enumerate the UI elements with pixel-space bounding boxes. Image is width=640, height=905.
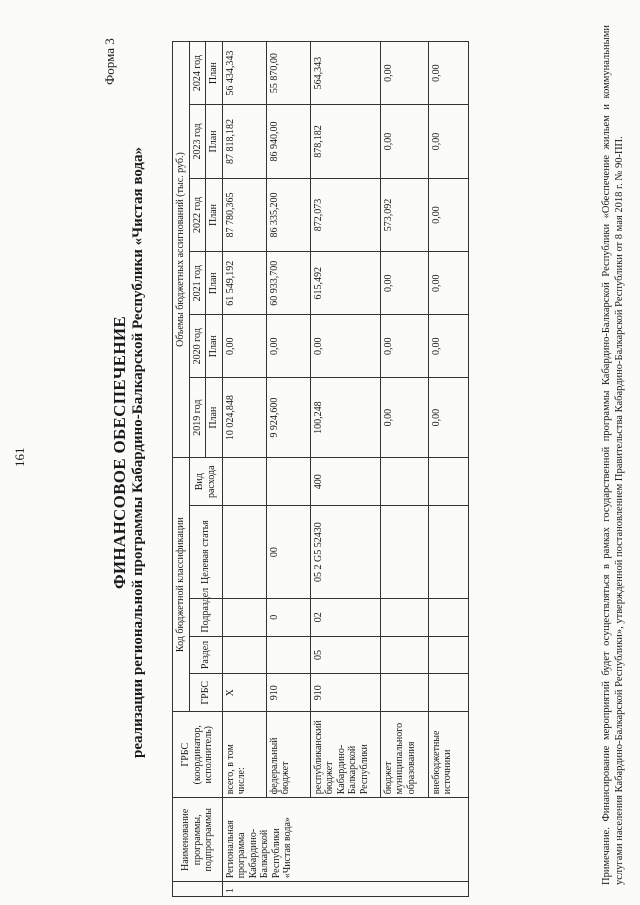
header-year: 2024 год [189, 42, 206, 105]
cell-target: 00 [266, 506, 310, 598]
header-volumes: Объемы бюджетных ассигнований (тыс. руб.) [173, 42, 190, 458]
header-year: 2021 год [189, 252, 206, 315]
cell-podrazdel [428, 598, 468, 636]
cell-podrazdel: 0 [266, 598, 310, 636]
cell-value: 0,00 [380, 315, 428, 378]
document-subtitle: реализации региональной программы Кабардино-Балкарской Республики «Чистая вода» [130, 147, 146, 758]
header-year: 2020 год [189, 315, 206, 378]
cell-value: 56 434,343 [222, 42, 266, 105]
cell-razdel [428, 636, 468, 674]
header-razdel: Раздел [189, 636, 222, 674]
cell-target [428, 506, 468, 598]
cell-razdel [222, 636, 266, 674]
header-plan: План [206, 315, 223, 378]
header-grbs-code: ГРБС [189, 674, 222, 712]
cell-podrazdel [380, 598, 428, 636]
header-vid: Вид расхода [189, 458, 222, 506]
table-row [380, 42, 428, 897]
cell-grbs: 910 [266, 674, 310, 712]
cell-razdel: 05 [310, 636, 380, 674]
table-row [310, 42, 380, 897]
cell-value: 61 549,192 [222, 252, 266, 315]
program-name: Региональная программа Кабардино-Балкарской Республики «Чистая вода» [222, 798, 468, 882]
cell-value: 872,073 [310, 178, 380, 252]
form-label: Форма 3 [102, 38, 117, 85]
cell-value: 86 940,00 [266, 105, 310, 179]
header-year: 2019 год [189, 378, 206, 458]
header-plan: План [206, 42, 223, 105]
cell-vid: 400 [310, 458, 380, 506]
cell-value: 0,00 [266, 315, 310, 378]
cell-value: 0,00 [380, 105, 428, 179]
cell-grbs: X [222, 674, 266, 712]
header-grbs: ГРБС (координатор, исполнитель) [173, 712, 223, 798]
cell-value: 87 780,365 [222, 178, 266, 252]
cell-grbs: 910 [310, 674, 380, 712]
cell-value: 10 024,848 [222, 378, 266, 458]
cell-value: 87 818,182 [222, 105, 266, 179]
cell-value: 0,00 [380, 252, 428, 315]
header-year: 2022 год [189, 178, 206, 252]
cell-value: 0,00 [380, 42, 428, 105]
table-row [266, 42, 310, 897]
cell-vid [380, 458, 428, 506]
row-label: республиканский бюджет Кабардино-Балкарской Республики [310, 712, 380, 798]
cell-target [380, 506, 428, 598]
cell-value: 55 870,00 [266, 42, 310, 105]
cell-value: 86 335,200 [266, 178, 310, 252]
cell-grbs [428, 674, 468, 712]
financing-table [172, 41, 469, 897]
cell-value: 0,00 [222, 315, 266, 378]
cell-vid [428, 458, 468, 506]
header-plan: План [206, 252, 223, 315]
cell-value: 573,092 [380, 178, 428, 252]
header-year: 2023 год [189, 105, 206, 179]
cell-value: 0,00 [428, 42, 468, 105]
cell-value: 0,00 [428, 378, 468, 458]
cell-value: 0,00 [310, 315, 380, 378]
row-label: федеральный бюджет [266, 712, 310, 798]
cell-value: 0,00 [428, 105, 468, 179]
cell-podrazdel: 02 [310, 598, 380, 636]
cell-vid [266, 458, 310, 506]
cell-razdel [266, 636, 310, 674]
cell-target [222, 506, 266, 598]
cell-vid [222, 458, 266, 506]
header-name: Наименование программы, подпрограммы [173, 798, 223, 882]
header-plan: План [206, 105, 223, 179]
cell-value: 0,00 [428, 178, 468, 252]
table-row [222, 42, 266, 897]
cell-value: 0,00 [380, 378, 428, 458]
cell-value: 9 924,600 [266, 378, 310, 458]
table-row [428, 42, 468, 897]
cell-podrazdel [222, 598, 266, 636]
cell-value: 878,182 [310, 105, 380, 179]
header-podrazdel: Подраздел [189, 598, 222, 636]
row-label: бюджет муниципального образования [380, 712, 428, 798]
cell-target: 05 2 G5 52430 [310, 506, 380, 598]
document-title: ФИНАНСОВОЕ ОБЕСПЕЧЕНИЕ [110, 315, 129, 590]
row-index: 1 [222, 882, 468, 897]
header-plan: План [206, 378, 223, 458]
cell-value: 564,343 [310, 42, 380, 105]
cell-value: 100,248 [310, 378, 380, 458]
header-code-group: Код бюджетной классификации [173, 458, 190, 712]
cell-value: 60 933,700 [266, 252, 310, 315]
row-label: всего, в том числе: [222, 712, 266, 798]
cell-value: 0,00 [428, 315, 468, 378]
header-target: Целевая статья [189, 506, 222, 598]
cell-value: 615,492 [310, 252, 380, 315]
cell-value: 0,00 [428, 252, 468, 315]
cell-grbs [380, 674, 428, 712]
footnote: Примечание. Финансирование мероприятий будет осуществляться в рамках государственной программы Кабардино-Балкарской Республики «Обеспечение жильем и коммунальными услугами населения Кабардино-Балкарской Республики», утвержденной постановлением Правительства Кабардино-Балкарской Республики от 8 мая 2018 г. № 90-ПП. [601, 25, 626, 885]
row-label: внебюджетные источники [428, 712, 468, 798]
cell-razdel [380, 636, 428, 674]
header-plan: План [206, 178, 223, 252]
page-number: 161 [12, 447, 27, 467]
